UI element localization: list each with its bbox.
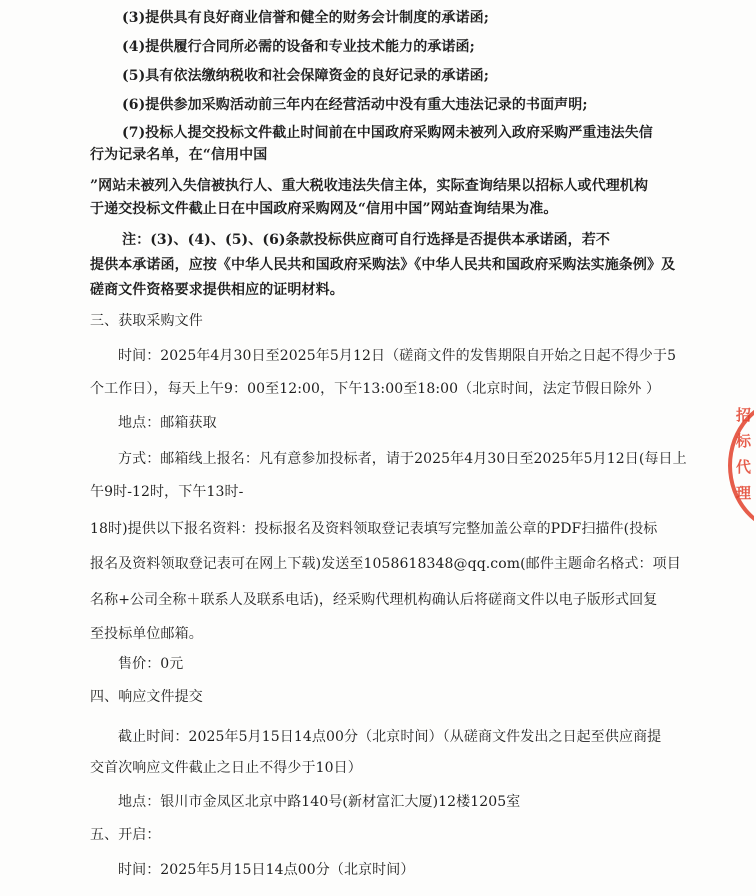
section-heading-obtain-docs: 三、获取采购文件 — [90, 313, 203, 329]
obtain-time-cont: 个工作日），每天上午9：00至12:00，下午13:00至18:00（北京时间，法定节假日除外 ） — [90, 381, 661, 397]
section-heading-opening: 五、开启： — [90, 827, 161, 843]
commitment-item-7-cont-2: ”网站未被列入失信被执行人、重大税收违法失信主体，实际查询结果以招标人或代理机构 — [90, 178, 649, 194]
red-seal-stamp — [728, 398, 754, 533]
commitment-item-3: (3)提供具有良好商业信誉和健全的财务会计制度的承诺函; — [122, 10, 489, 26]
commitment-item-7: (7)投标人提交投标文件截止时间前在中国政府采购网未被列入政府采购严重违法失信 — [122, 125, 653, 141]
section-heading-submission: 四、响应文件提交 — [90, 689, 203, 705]
obtain-method: 方式：邮箱线上报名：凡有意参加投标者，请于2025年4月30日至2025年5月12日(每日上 — [118, 451, 687, 467]
obtain-method-cont-3: 报名及资料领取登记表可在网上下载)发送至1058618348@qq.com(邮件主题命名格式：项目 — [90, 556, 681, 572]
commitment-item-5: (5)具有依法缴纳税收和社会保障资金的良好记录的承诺函; — [122, 68, 489, 84]
submission-deadline: 截止时间：2025年5月15日14点00分（北京时间）（从磋商文件发出之日起至供应商提 — [118, 729, 662, 745]
commitment-item-6: (6)提供参加采购活动前三年内在经营活动中没有重大违法记录的书面声明; — [122, 97, 588, 113]
commitment-item-7-cont-1: 行为记录名单，在“信用中国 — [90, 147, 268, 163]
submission-deadline-cont: 交首次响应文件截止之日止不得少于10日） — [90, 760, 362, 776]
commitment-item-4: (4)提供履行合同所必需的设备和专业技术能力的承诺函; — [122, 39, 475, 55]
price: 售价：0元 — [118, 656, 184, 672]
obtain-method-cont-1: 午9时-12时，下午13时- — [90, 484, 244, 500]
obtain-time: 时间：2025年4月30日至2025年5月12日（磋商文件的发售期限自开始之日起不得少于5 — [118, 348, 677, 364]
opening-time: 时间：2025年5月15日14点00分（北京时间） — [118, 862, 415, 878]
submission-location: 地点：银川市金凤区北京中路140号(新材富汇大厦)12楼1205室 — [118, 794, 521, 810]
note-paragraph-cont-2: 磋商文件资格要求提供相应的证明材料。 — [90, 282, 344, 298]
seal-text: 招标代理 — [736, 406, 752, 502]
note-paragraph-cont-1: 提供本承诺函，应按《中华人民共和国政府采购法》《中华人民共和国政府采购法实施条例》及 — [90, 257, 676, 273]
obtain-method-cont-4: 名称+公司全称＋联系人及联系电话)，经采购代理机构确认后将磋商文件以电子版形式回复 — [90, 592, 658, 608]
note-paragraph: 注：(3)、(4)、(5)、(6)条款投标供应商可自行选择是否提供本承诺函，若不 — [122, 232, 610, 248]
obtain-location: 地点：邮箱获取 — [118, 415, 217, 431]
obtain-method-cont-5: 至投标单位邮箱。 — [90, 626, 203, 642]
obtain-method-cont-2: 18时)提供以下报名资料：投标报名及资料领取登记表填写完整加盖公章的PDF扫描件(投标 — [90, 521, 658, 537]
commitment-item-7-cont-3: 于递交投标文件截止日在中国政府采购网及“信用中国”网站查询结果为准。 — [90, 201, 558, 217]
